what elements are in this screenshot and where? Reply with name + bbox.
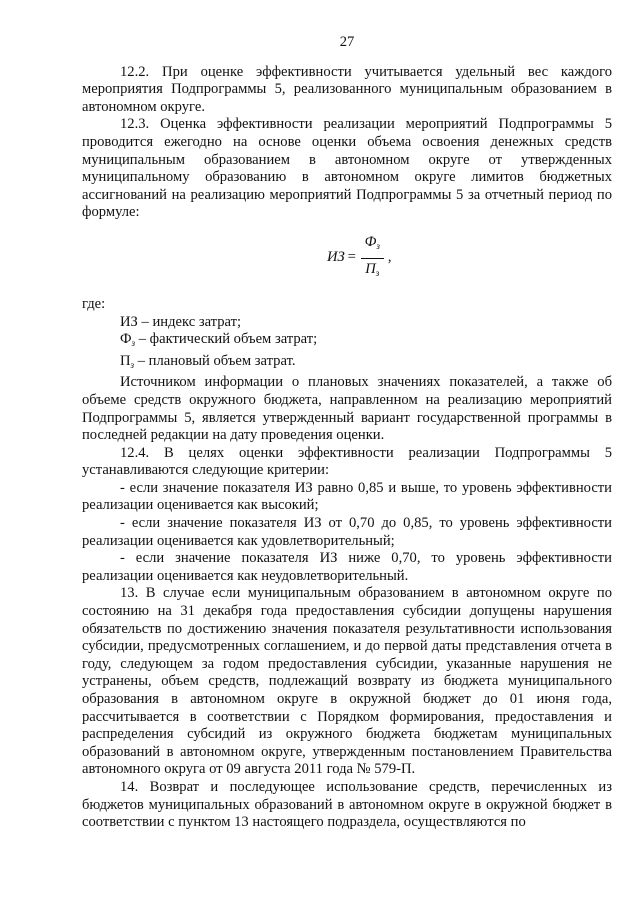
formula-comma: , (387, 249, 392, 266)
formula-equals: = (346, 249, 357, 266)
criterion-item: - если значение показателя ИЗ ниже 0,70, то уровень эффективности реализации оценивается как неудовлетворительный. (82, 550, 612, 584)
numerator-subscript: з (376, 240, 380, 251)
denominator-subscript: з (375, 267, 380, 278)
formula-lhs: ИЗ (327, 249, 345, 266)
page-number: 27 (339, 34, 355, 50)
definition-fz (82, 331, 612, 353)
fz-symbol: Ф (120, 331, 132, 348)
document-page (82, 34, 612, 832)
source-paragraph: Источником информации о плановых значениях показателей, а также об объеме средств окружного бюджета, направленном на реализацию мероприятий Подпрограммы 5, является утвержденный вариант государственной программы в последней редакции на дату проведения оценки. (82, 374, 612, 444)
formula-expression (327, 234, 392, 282)
paragraph-12-4: 12.4. В целях оценки эффективности реализации Подпрограммы 5 устанавливаются следующие критерии: (82, 444, 612, 479)
pz-subscript: з (130, 359, 135, 370)
fz-text: – фактический объем затрат; (135, 331, 318, 348)
where-label: где: (82, 295, 106, 312)
pz-symbol: П (120, 352, 131, 369)
formula-numerator (361, 234, 384, 259)
definition-iz: ИЗ – индекс затрат; (120, 313, 242, 330)
pz-text: – плановый объем затрат. (134, 352, 296, 369)
formula-denominator (361, 259, 383, 283)
paragraph-14: 14. Возврат и последующее использование средств, перечисленных из бюджетов муниципальных образований в автономном округе в окружной бюджет в соответствии с пунктом 13 настоящего подраздела, осуществляются по (82, 778, 612, 831)
formula (82, 226, 612, 290)
paragraph-13: 13. В случае если муниципальным образованием в автономном округе по состоянию на 31 декабря года предоставления субсидии допущены нарушения обязательств по достижению значения показателя результативности использования субсидии, предусмотренных соглашением, и до первой даты представления отчета в году, следующем за годом предоставления субсидии, указанные нарушения не устранены, объем средств, подлежащий возврату из бюджета муниципального образования в автономном округе в окружной бюджет до 01 июня года, рассчитывается в соответствии с Порядком формирования, предоставления и распределения субсидий из окружного бюджета бюджетам муниципальных образований в автономном округе, утвержденным постановлением Правительства автономного округа от 09 августа 2011 года № 579-П. (82, 585, 612, 778)
criterion-item: - если значение показателя ИЗ от 0,70 до 0,85, то уровень эффективности реализации оценивается как удовлетворительный; (82, 515, 612, 549)
fz-subscript: з (131, 338, 136, 349)
paragraph-12-3: 12.3. Оценка эффективности реализации мероприятий Подпрограммы 5 проводится ежегодно на основе оценки объема освоения денежных средств муниципальным образованием в автономном округе от утвержденных муниципальному образованию в автономном округе лимитов бюджетных ассигнований на реализацию мероприятий Подпрограммы 5 за отчетный период по формуле: (82, 116, 612, 221)
denominator-symbol: П (365, 260, 376, 277)
paragraph-12-2: 12.2. При оценке эффективности учитывается удельный вес каждого мероприятия Подпрограммы 5, реализованного муниципальным образованием в автономном округе. (82, 63, 612, 115)
definition-pz (82, 353, 612, 375)
formula-fraction (361, 234, 384, 282)
criterion-item: - если значение показателя ИЗ равно 0,85 и выше, то уровень эффективности реализации оценивается как высокий; (82, 479, 612, 514)
numerator-symbol: Ф (364, 233, 377, 250)
